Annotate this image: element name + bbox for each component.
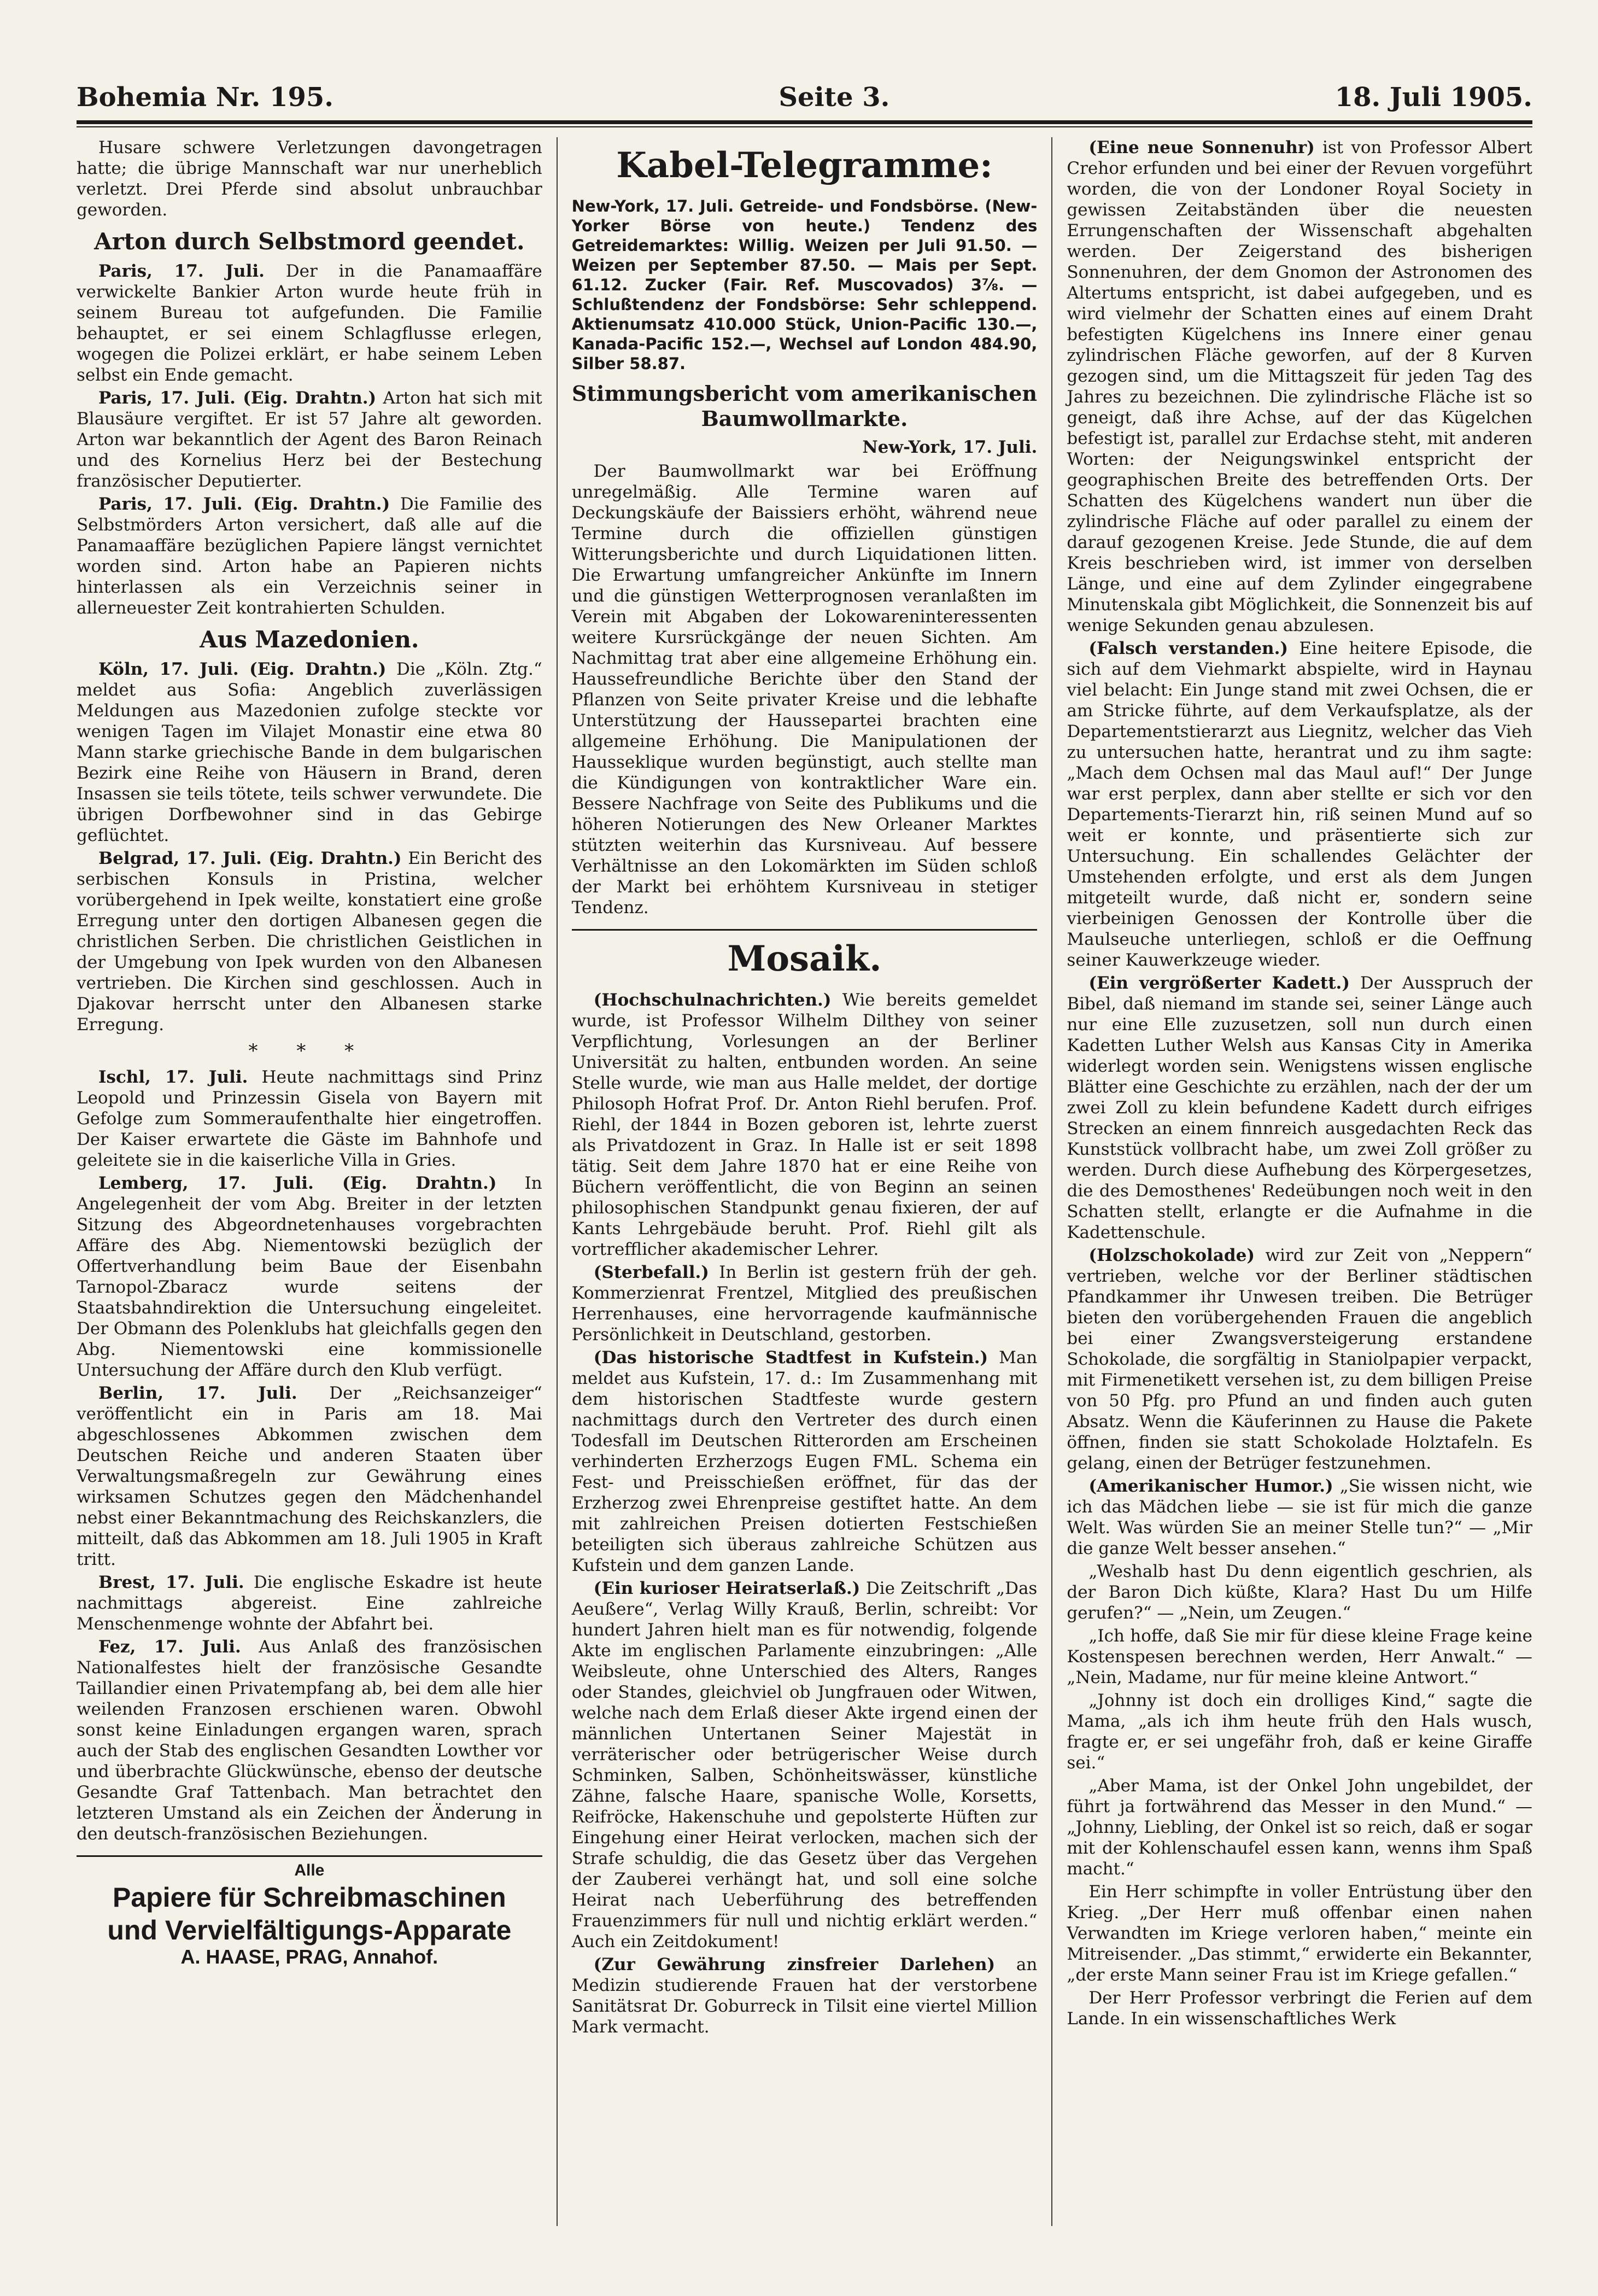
dateline: Köln, 17. Juli. (Eig. Drahtn.) — [98, 659, 387, 679]
dateline: Ischl, 17. Juli. — [98, 1067, 248, 1087]
ad-firm: A. HAASE, PRAG, Annahof. — [180, 1946, 438, 1968]
article-paragraph — [77, 1173, 542, 1381]
cable-telegrams — [572, 145, 1038, 373]
paragraph-text: Eine heitere Episode, die sich auf dem Viehmarkt abspielte, wird in Haynau viel belacht: Ein Junge stand mit zwei Ochsen, die er am Stricke führte, auf dem Verkaufsplatze, als der Departementstierarzt aus Liegnitz, welcher das Vieh zu untersuchen hatte, herantrat und zu ihm sagte: „Mach dem Ochsen mal das Maul auf!“ Der Junge war erst perplex, dann aber stellte er sich vor den Departements-Tierarzt hin, riß seinen Mund auf so weit er konnte, und präsentierte sich zur Untersuchung. Ein schallendes Gelächter der Umstehenden erfolgte, und erst als dem Jungen mitgeteilt wurde, daß nicht er, sondern seine vierbeinigen Genossen der Kontrolle über die Maulseuche unterliegen, schloß er die Oeffnung seiner Kauwerkzeuge wieder. — [1067, 639, 1533, 970]
paragraph-text: Wie bereits gemeldet wurde, ist Professor Wilhelm Dilthey von seiner Verpflichtung, Vorlesungen an der Berliner Universität zu halten, entbunden worden. An seine Stelle wurde, wie man aus Halle meldet, der dortige Philosoph Hofrat Prof. Dr. Anton Riehl berufen. Prof. Riehl, der 1844 in Bozen geboren ist, lehrte zuerst als Privatdozent in Graz. In Halle ist er seit 1898 tätig. Seit dem Jahre 1870 hat er eine Reihe von Büchern veröffentlicht, die von Beginn an seinen philosophischen Standpunkt genau fixieren, der auf Kants Lehrgebäude beruht. Prof. Riehl gilt als vortrefflicher akademischer Lehrer. — [571, 990, 1038, 1259]
paragraph-text: Der in die Panamaaffäre verwickelte Bankier Arton wurde heute früh in seinem Bureau tot aufgefunden. Die Familie behauptet, er sei einem Schlagflusse erlegen, wogegen die Polizei erklärt, er habe seinem Leben selbst ein Ende gemacht. — [77, 261, 542, 385]
paragraph-text: Die Familie des Selbstmörders Arton versichert, daß alle auf die Panamaaffäre bezüglichen Papiere längst vernichtet worden sind. Arton habe an Papieren nichts hinterlassen als ein Verzeichnis seiner in allerneuester Zeit kontrahierten Schulden. — [77, 494, 542, 618]
paragraph-text: In Angelegenheit der vom Abg. Breiter in der letzten Sitzung des Abgeordnetenhauses vorgebrachten Affäre des Abg. Niementowski bezüglich der Offertverhandlung beim Baue der Eisenbahn Tarnopol-Zbaracz wurde seitens der Staatsbahndirektion die Untersuchung eingeleitet. Der Obmann des Polenklubs hat gleichfalls gegen den Abg. Niementowski eine kommissionelle Untersuchung der Affäre durch den Klub verfügt. — [77, 1173, 542, 1380]
paragraph-text: Die Zeitschrift „Das Aeußere“, Verlag Willy Krauß, Berlin, schreibt: Vor hundert Jahren hielt man es für notwendig, folgende Akte im englischen Parlamente einzubringen: „Alle Weibsleute, ohne Unterschied des Alters, Ranges oder Standes, gleichviel ob Jungfrauen oder Witwen, welche nach dem Erlaß dieser Akte irgend einen der männlichen Untertanen Seiner Majestät in verräterischer oder betrügerischer Weise durch Schminken, Salben, Schönheitswässer, künstliche Zähne, falsche Haare, spanische Wolle, Korsetts, Reifröcke, Hakenschuhe und gepolsterte Hüften zur Eingehung einer Heirat verlocken, machen sich der Strafe schuldig, die das Gesetz über das Vergehen der Zauberei verhängt hat, und soll eine solche Heirat nach Ueberführung des betreffenden Frauenzimmers für null und nichtig erklärt werden.“ Auch ein Zeitdokument! — [571, 1579, 1038, 1952]
article-paragraph — [572, 1347, 1038, 1576]
columns — [77, 137, 1532, 2226]
paragraph-text: Aus Anlaß des französischen Nationalfestes hielt der französische Gesandte Taillandier einen Privatempfang ab, bei dem alle hier weilenden Franzosen erschienen waren. Obwohl sonst keine Einladungen ergangen waren, sprach auch der Stab des englischen Gesandten Lowther vor und überbrachte Glückwünsche, ebenso der deutsche Gesandte Graf Tattenbach. Man betrachtet den letzteren Umstand als ein Zeichen der Änderung in den deutsch-französischen Beziehungen. — [77, 1637, 542, 1844]
article-paragraph — [77, 848, 542, 1035]
ad-lead: Alle — [294, 1861, 325, 1879]
item-head: (Ein vergrößerter Kadett.) — [1088, 973, 1350, 993]
item-head: (Ein kurioser Heiratserlaß.) — [593, 1579, 861, 1598]
header-page-number: Seite 3. — [778, 82, 890, 113]
item-head: (Holzschokolade) — [1088, 1246, 1255, 1265]
article-paragraph — [572, 1262, 1038, 1345]
item-head: (Falsch verstanden.) — [1088, 639, 1289, 658]
section-title-arton: Arton durch Selbstmord geendet. — [94, 228, 525, 255]
paragraph-text: an Medizin studierende Frauen hat der verstorbene Sanitätsrat Dr. Goburreck in Tilsit eine viertel Million Mark vermacht. — [571, 1955, 1038, 2037]
page-header — [77, 82, 1532, 120]
header-publication: Bohemia Nr. 195. — [77, 82, 333, 113]
header-date: 18. Juli 1905. — [1334, 82, 1532, 113]
dateline: Brest, 17. Juli. — [98, 1573, 244, 1592]
article-paragraph — [77, 261, 542, 385]
column-3 — [1051, 137, 1532, 2226]
section-title-mosaik: Mosaik. — [727, 938, 882, 979]
section-title-baumwolle: Stimmungsbericht vom amerikanischen Baumwollmarkte. — [571, 381, 1038, 431]
paragraph-text: Man meldet aus Kufstein, 17. d.: Im Zusammenhang mit dem historischen Stadtfeste wurde gestern nachmittags durch den Vertreter des durch einen Todesfall im Deutschen Ritterorden am Erscheinen verhinderten Erzherzogs Eugen FML. Schema ein Fest- und Preisschießen eröffnet, für das der Erzherzog zwei Ehrenpreise gestiftet hatte. An dem mit zahlreichen Preisen dotierten Festschießen beteiligten sich überaus zahlreiche Schützen aus Kufstein und dem ganzen Lande. — [571, 1348, 1038, 1575]
paragraph-text: Arton hat sich mit Blausäure vergiftet. Er ist 57 Jahre alt geworden. Arton war bekanntlich der Agent des Baron Reinach und des Kornelius Herz bei der Bestechung französischer Deputierter. — [77, 388, 542, 491]
intro-paragraph: Husare schwere Verletzungen davongetragen hatte; die übrige Mannschaft war nur unerheblich verletzt. Drei Pferde sind absolut unbrauchbar geworden. — [77, 138, 542, 220]
section-divider — [572, 929, 1038, 931]
dateline: Lemberg, 17. Juli. (Eig. Drahtn.) — [98, 1173, 497, 1193]
article-paragraph — [572, 1954, 1038, 2037]
paragraph-text: „Sie wissen nicht, wie ich das Mädchen liebe — sie ist für mich die ganze Welt. Was würden Sie an meiner Stelle tun?“ — „Mir die ganze Welt besser ansehen.“ — [1067, 1476, 1533, 1558]
dateline: Paris, 17. Juli. (Eig. Drahtn.) — [98, 494, 390, 514]
paragraph-text: Der Ausspruch der Bibel, daß niemand im stande sei, seiner Länge auch nur eine Elle zuzusetzen, soll nun durch einen Kadetten Luther Welsh aus Kansas City in Amerika widerlegt worden sein. Wenigstens wissen englische Blätter eine Geschichte zu erzählen, nach der der um zwei Zoll zu klein befundene Kadett durch eifriges Strecken an einem finnreich ausgedachten Reck das Kunststück vollbracht habe, um zwei Zoll größer zu werden. Durch diese Aufhebung des Körpergesetzes, die des Demosthenes' Redeübungen noch weit in den Schatten stellt, erlangte er die Aufnahme in die Kadettenschule. — [1067, 973, 1533, 1242]
ad-line-2: und Vervielfältigungs-Apparate — [107, 1915, 512, 1946]
dateline: Paris, 17. Juli. (Eig. Drahtn.) — [98, 388, 377, 408]
article-paragraph — [1067, 1476, 1532, 1559]
article-paragraph: Der Herr Professor verbringt die Ferien auf dem Lande. In ein wissenschaftliches Werk — [1067, 1988, 1533, 2029]
article-paragraph — [572, 1578, 1038, 1952]
paragraph-text: wird zur Zeit von „Neppern“ vertrieben, welche vor der Berliner städtischen Pfandkammer ihr Unwesen treiben. Die Betrüger bieten den vorübergehenden Frauen die angeblich bei einer Zwangsversteigerung erstandene Schokolade, die sorgfältig in Staniolpapier verpackt, mit Firmenetikett versehen ist, zu dem billigen Preise von 50 Pfg. pro Pfund an und finden auch guten Absatz. Wenn die Käuferinnen zu Hause die Pakete öffnen, finden sie statt Schokolade Holztafeln. Es gelang, einen der Betrüger festzunehmen. — [1067, 1246, 1533, 1473]
article-paragraph: „Aber Mama, ist der Onkel John ungebildet, der führt ja fortwährend das Messer in den Mund.“ — „Johnny, Liebling, der Onkel ist so reich, daß er sogar mit der Kohlenschaufel essen kann, wenns ihm Spaß macht.“ — [1067, 1776, 1533, 1879]
item-head: (Eine neue Sonnenuhr) — [1088, 138, 1315, 157]
article-paragraph: Der Baumwollmarkt war bei Eröffnung unregelmäßig. Alle Termine waren auf Deckungskäufe der Baissiers erhöht, während neue Termine durch die offiziellen günstigen Witterungsberichte und durch Liquidationen litten. Die Erwartung umfangreicher Ankünfte im Innern und die günstigen Wetterprognosen veranlaßten im Verein mit Abgaben der Lokowareninteressenten weitere Kursrückgänge der neuen Sichten. Am Nachmittag trat aber eine allgemeine Erhöhung ein. Haussefreundliche Berichte über den Stand der Pflanzen von Seite privater Kreise und die lebhafte Unterstützung der Haussepartei brachten eine allgemeine Erhöhung. Die Manipulationen der Hausseklique wurden begünstigt, auch stellte man die Kündigungen von kontraktlicher Ware ein. Bessere Nachfrage von Seite des Publikums und die höheren Notierungen des New Orleaner Marktes stützten weiterhin das Kursniveau. Auf bessere Verhältnisse an den Lokomärkten im Süden schloß der Markt bei erhöhtem Kursniveau in stetiger Tendenz. — [571, 461, 1038, 918]
column-1 — [77, 137, 557, 2226]
paragraph-text: Die englische Eskadre ist heute nachmittags abgereist. Eine zahlreiche Menschenmenge wohnte der Abfahrt bei. — [77, 1573, 542, 1634]
ad-line-1: Papiere für Schreibmaschinen — [112, 1882, 506, 1913]
item-head: (Das historische Stadtfest in Kufstein.) — [593, 1348, 988, 1368]
article-paragraph — [572, 990, 1038, 1260]
paragraph-text: Der „Reichsanzeiger“ veröffentlicht ein in Paris am 18. Mai abgeschlossenes Abkommen zwischen dem Deutschen Reiche und anderen Staaten über Verwaltungsmaßregeln zur Gewährung eines wirksamen Schutzes gegen den Mädchenhandel nebst einer Bekanntmachung des Reichskanzlers, die mitteilt, daß das Abkommen am 18. Juli 1905 in Kraft tritt. — [77, 1383, 542, 1569]
item-head: (Sterbefall.) — [593, 1263, 709, 1282]
item-head: (Zur Gewährung zinsfreier Darlehen) — [593, 1955, 996, 1974]
article-paragraph — [1067, 1245, 1532, 1474]
article-paragraph — [77, 494, 542, 618]
item-head: (Amerikanischer Humor.) — [1088, 1476, 1333, 1496]
column-2 — [557, 137, 1052, 2226]
article-paragraph — [77, 1637, 542, 1844]
dateline: Berlin, 17. Juli. — [98, 1383, 297, 1403]
cable-paragraph: New-York, 17. Juli. Getreide- und Fondsbörse. (New-Yorker Börse von heute.) Tendenz des Getreidemarktes: Willig. Weizen per Juli 91.50. — Weizen per September 87.50. — Mais per Sept. 61.12. Zucker (Fair. Ref. Muscovados) 3⅞. — Schlußtendenz der Fondsbörse: Sehr schleppend. Aktienumsatz 410.000 Stück, Union-Pacific 130.—, Kanada-Pacific 152.—, Wechsel auf London 484.90, Silber 58.87. — [571, 197, 1038, 373]
section-separator-stars: * * * — [248, 1040, 371, 1062]
dateline: Paris, 17. Juli. — [98, 261, 265, 281]
paragraph-text: ist von Professor Albert Crehor erfunden und bei einer der Revuen vorgeführt worden, die von der Londoner Royal Society in gewissen Zeitabständen über die neuesten Errungenschaften der Wissenschaft abgehalten werden. Der Zeigerstand des bisherigen Sonnenuhren, der dem Gnomon der Astronomen des Altertums entspricht, ist dabei aufgegeben, und es wird vielmehr der Schatten eines auf einem Draht befestigten Kügelchens ins Innere einer genau zylindrischen Fläche geworfen, auf der 8 Kurven gezogen sind, um die Mittagszeit für jeden Tag des Jahres zu bezeichnen. Die zylindrische Fläche ist so geneigt, daß ihre Achse, auf der das Kügelchen befestigt ist, parallel zur Erdachse steht, mit anderen Worten: der Neigungswinkel entspricht der geographischen Breite des betreffenden Orts. Der Schatten des Kügelchens wandert nun über die zylindrische Fläche auf oder parallel zu einem der darauf gezogenen Kreise. Jede Stunde, die auf dem Kreis beschrieben wird, ist immer von derselben Länge, und eine auf dem Zylinder eingegrabene Minutenskala gibt Möglichkeit, die Sonnenzeit bis auf wenige Sekunden genau abzulesen. — [1067, 138, 1533, 635]
article-paragraph — [77, 388, 542, 492]
article-paragraph — [77, 1572, 542, 1634]
paragraph-text: Die „Köln. Ztg.“ meldet aus Sofia: Angeblich zuverlässigen Meldungen aus Mazedonien zufolge steckte vor wenigen Tagen im Vilajet Monastir eine etwa 80 Mann starke griechische Bande in dem bulgarischen Bezirk eine Reihe von Häusern in Brand, deren Insassen sie teils tötete, teils schwer verwundete. Die übrigen Dorfbewohner sind in das Gebirge geflüchtet. — [77, 659, 542, 845]
paragraph-text: In Berlin ist gestern früh der geh. Kommerzienrat Frentzel, Mitglied des preußischen Herrenhauses, eine hervorragende kaufmännische Persönlichkeit in Deutschland, gestorben. — [571, 1263, 1038, 1345]
article-paragraph — [1067, 137, 1532, 636]
item-head: (Hochschulnachrichten.) — [593, 990, 832, 1010]
article-paragraph — [77, 1067, 542, 1171]
paragraph-text: Ein Bericht des serbischen Konsuls in Pristina, welcher vorübergehend in Ipek weilte, konstatiert eine große Erregung unter den dortigen Albanesen gegen die christlichen Serben. Die christlichen Geistlichen in der Umgebung von Ipek wurden von den Albanesen vertrieben. Die Kirchen sind geschlossen. Auch in Djakovar herrscht unter den Albanesen starke Erregung. — [77, 849, 542, 1035]
article-paragraph: „Ich hoffe, daß Sie mir für diese kleine Frage keine Kostenspesen berechnen werden, Herr Anwalt.“ — „Nein, Madame, nur für meine kleine Antwort.“ — [1067, 1626, 1533, 1687]
paragraph-text: Heute nachmittags sind Prinz Leopold und Prinzessin Gisela von Bayern mit Gefolge zum Sommeraufenthalte hier eingetroffen. Der Kaiser erwartete die Gäste im Bahnhofe und geleitete sie in die kaiserliche Villa in Gries. — [77, 1067, 542, 1170]
section-title-mazedonien: Aus Mazedonien. — [200, 626, 419, 653]
article-paragraph: Ein Herr schimpfte in voller Entrüstung über den Krieg. „Der Herr muß offenbar einen nahen Verwandten im Kriege verloren haben,“ meinte ein Mitreisender. „Das stimmt,“ erwiderte ein Bekannter, „der erste Mann seiner Frau ist im Kriege gefallen.“ — [1067, 1882, 1533, 1985]
article-paragraph — [1067, 638, 1532, 971]
dateline: New-York, 17. Juli. — [862, 437, 1038, 457]
header-rule-thin — [77, 126, 1532, 127]
section-title-kabel: Kabel-Telegramme: — [616, 145, 993, 186]
dateline: Fez, 17. Juli. — [98, 1637, 241, 1657]
article-paragraph: „Johnny ist doch ein drolliges Kind,“ sagte die Mama, „als ich ihm heute früh den Hals wusch, fragte er, er sei ungefähr froh, daß er keine Giraffe sei.“ — [1067, 1691, 1533, 1773]
header-rule-thick — [77, 120, 1532, 124]
dateline: Belgrad, 17. Juli. (Eig. Drahtn.) — [98, 849, 402, 868]
article-paragraph: „Weshalb hast Du denn eigentlich geschrien, als der Baron Dich küßte, Klara? Hast Du um Hilfe gerufen?“ — „Nein, um Zeugen.“ — [1067, 1562, 1533, 1623]
advertisement-haase — [77, 1855, 542, 1967]
article-paragraph — [77, 659, 542, 846]
article-paragraph — [77, 1383, 542, 1570]
article-paragraph — [1067, 973, 1532, 1243]
